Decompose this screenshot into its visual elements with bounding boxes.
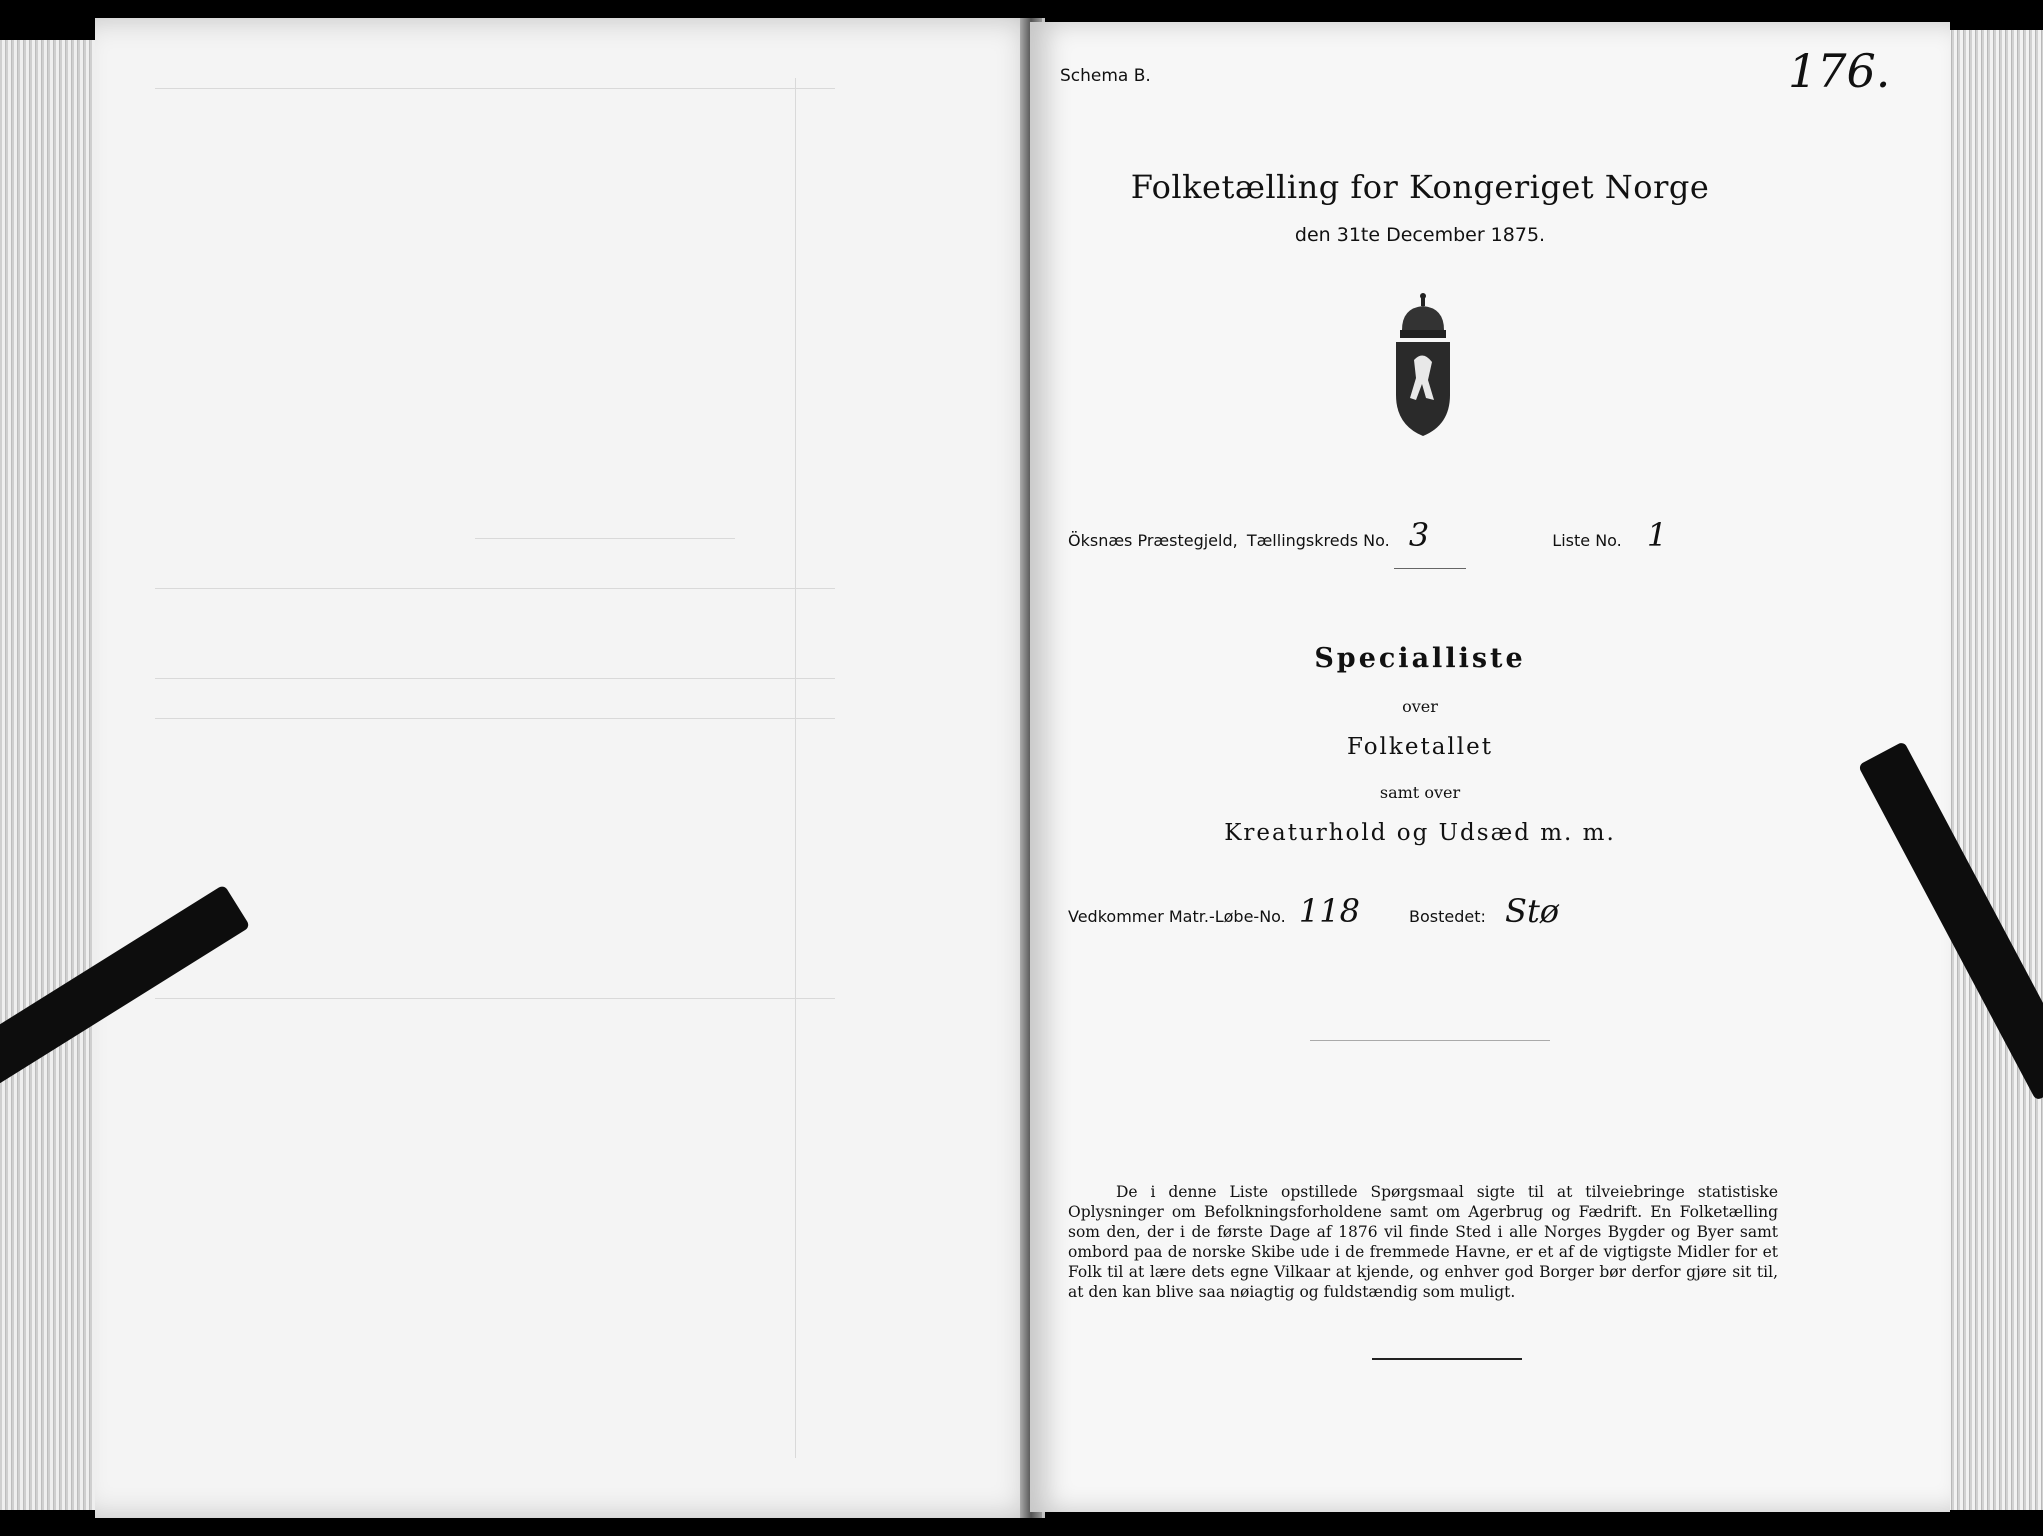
bleed-through-line — [155, 588, 835, 589]
schema-label: Schema B. — [1060, 66, 1151, 86]
bosted-value: Stø — [1505, 892, 1560, 930]
bleed-through-line — [795, 78, 796, 1458]
page-title: Folketælling for Kongeriget Norge — [1130, 168, 1710, 206]
bleed-through-line — [155, 678, 835, 679]
parish-name: Öksnæs Præstegjeld, — [1068, 531, 1238, 550]
bleed-through-line — [475, 538, 735, 539]
bosted-label: Bostedet: — [1409, 907, 1486, 926]
property-line — [1068, 892, 1559, 930]
census-date: den 31te December 1875. — [1294, 224, 1546, 246]
bleed-through-line — [155, 998, 835, 999]
samt-over-text: samt over — [1379, 783, 1461, 802]
matr-number: 118 — [1298, 892, 1360, 930]
page-number: 176. — [1788, 44, 1891, 98]
district-label: Tællingskreds No. — [1246, 531, 1390, 550]
norwegian-coat-of-arms-icon — [1388, 290, 1458, 440]
divider — [1310, 1040, 1550, 1041]
district-number: 3 — [1408, 516, 1430, 554]
over-text: over — [1402, 697, 1438, 716]
bleed-through-line — [155, 88, 835, 89]
matr-label: Vedkommer Matr.-Løbe-No. — [1068, 907, 1286, 926]
district-line — [1068, 516, 1667, 554]
list-label: Liste No. — [1552, 531, 1622, 550]
list-number: 1 — [1646, 516, 1668, 554]
folketallet-heading: Folketallet — [1347, 734, 1493, 760]
divider — [1394, 568, 1466, 569]
kreaturhold-heading: Kreaturhold og Udsæd m. m. — [1224, 820, 1616, 846]
bottom-rule — [1372, 1358, 1522, 1360]
specialliste-heading: Specialliste — [1314, 643, 1526, 674]
bleed-through-line — [155, 718, 835, 719]
left-page — [95, 18, 1045, 1518]
notice-paragraph: De i denne Liste opstillede Spørgsmaal sigte til at tilveiebringe statistiske Oplysninger om Befolkningsforholdene samt om Agerbrug og Fædrift. En Folketælling som den, der i de første Dage af 1876 vil finde Sted i alle Norges Bygder og Byer samt ombord paa de norske Skibe ude i de fremmede Havne, er et af de vigtigste Midler for et Folk til at lære dets egne Vilkaar at kjende, og enhver god Borger bør derfor gjøre sit til, at den kan blive saa nøiagtig og fuldstændig som muligt. — [1068, 1183, 1778, 1301]
